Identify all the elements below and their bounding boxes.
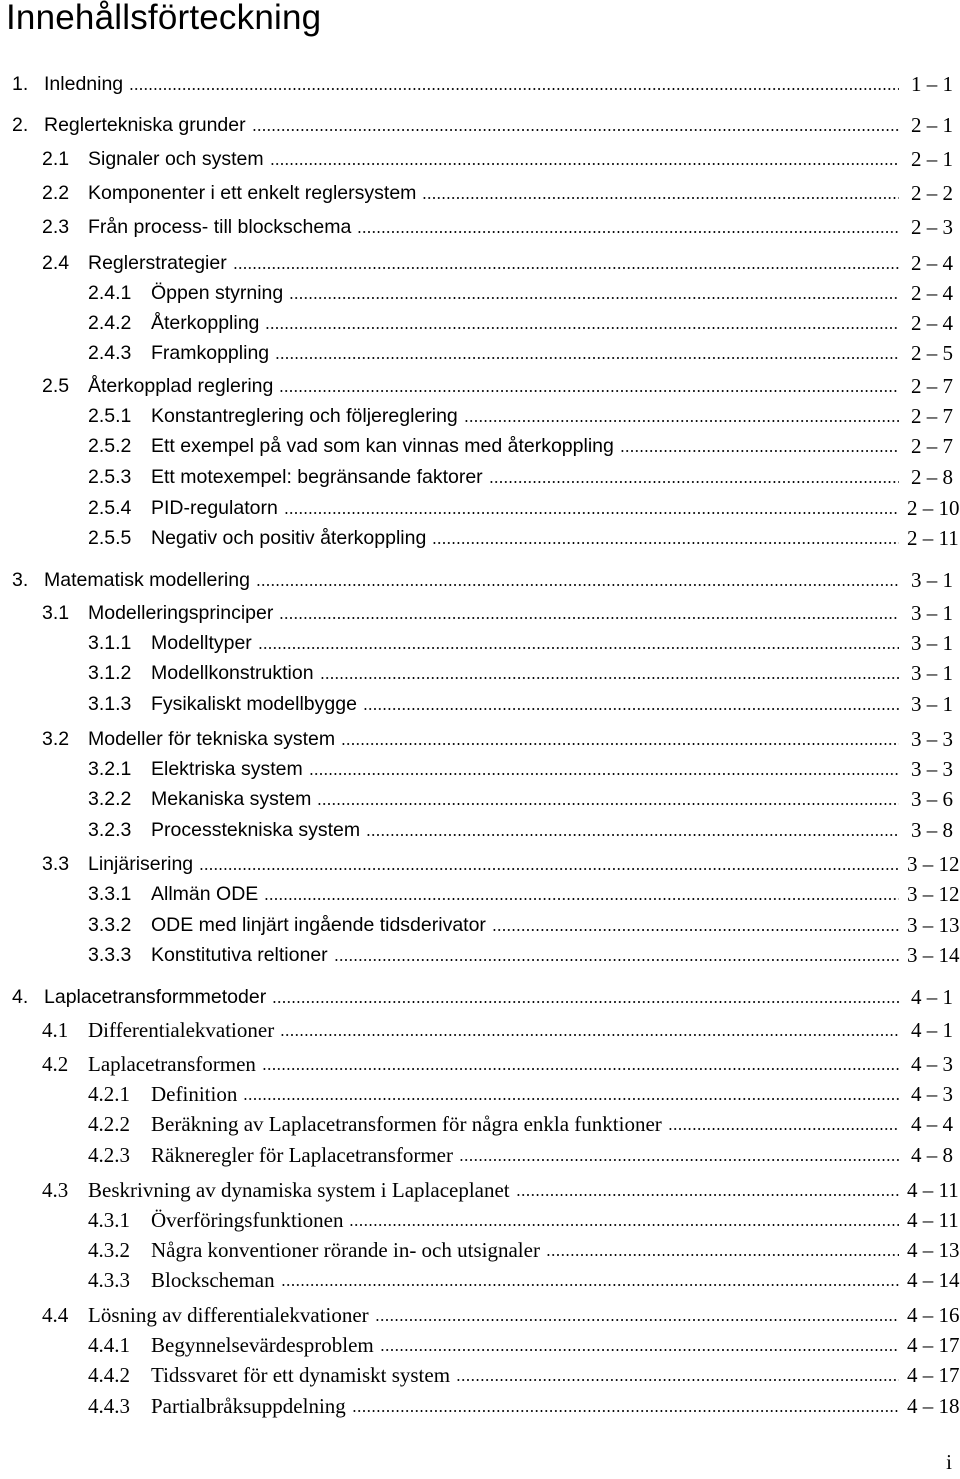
toc-entry[interactable] bbox=[0, 852, 960, 876]
toc-entry-title: Signaler och system bbox=[88, 148, 264, 170]
toc-entry-title: Ett motexempel: begränsande faktorer bbox=[151, 466, 483, 488]
toc-entry-title: Elektriska system bbox=[151, 758, 303, 780]
toc-entry-title: Laplacetransformmetoder bbox=[44, 986, 267, 1008]
toc-entry-number: 2.1 bbox=[42, 148, 70, 170]
toc-entry-number: 2.4 bbox=[42, 252, 70, 274]
toc-entry-number: 4.3.2 bbox=[88, 1238, 130, 1262]
toc-entry-title: Konstitutiva reltioner bbox=[151, 944, 328, 966]
toc-entry[interactable] bbox=[0, 1238, 960, 1262]
toc-dot-leader bbox=[349, 1208, 899, 1232]
toc-entry-number: 4.2.1 bbox=[88, 1082, 130, 1106]
toc-entry-number: 2.5.2 bbox=[88, 435, 132, 457]
toc-entry-number: 4.2 bbox=[42, 1052, 69, 1076]
toc-entry-number: 4.3.1 bbox=[88, 1208, 130, 1232]
toc-entry-number: 3.1.1 bbox=[88, 632, 132, 654]
toc-entry-page: 4 – 8 bbox=[911, 1143, 953, 1167]
page-title: Innehållsförteckning bbox=[6, 0, 322, 37]
toc-entry[interactable] bbox=[0, 251, 960, 275]
toc-dot-leader bbox=[492, 913, 899, 937]
toc-entry-page: 4 – 4 bbox=[911, 1112, 953, 1136]
toc-entry-title: Mekaniska system bbox=[151, 788, 312, 810]
toc-entry-number: 4.2.2 bbox=[88, 1112, 130, 1136]
toc-entry-title: Inledning bbox=[44, 73, 124, 95]
toc-entry-title: Definition bbox=[151, 1082, 238, 1106]
toc-entry-number: 3.3.3 bbox=[88, 944, 132, 966]
toc-entry-page: 4 – 3 bbox=[911, 1052, 953, 1076]
toc-entry-page: 2 – 2 bbox=[911, 181, 953, 205]
toc-entry-number: 3.1.2 bbox=[88, 662, 132, 684]
toc-entry-number: 2.5.3 bbox=[88, 466, 132, 488]
toc-entry-title: Från process- till blockschema bbox=[88, 216, 352, 238]
toc-entry[interactable] bbox=[0, 727, 960, 751]
toc-entry-page: 3 – 8 bbox=[911, 818, 953, 842]
toc-entry-number: 2.5.4 bbox=[88, 497, 132, 519]
toc-entry-title: Ett exempel på vad som kan vinnas med återkoppling bbox=[151, 435, 614, 457]
toc-entry[interactable] bbox=[0, 882, 960, 906]
toc-entry-title: Några konventioner rörande in- och utsignaler bbox=[151, 1238, 540, 1262]
toc-dot-leader bbox=[620, 434, 899, 458]
toc-entry-page: 3 – 3 bbox=[911, 727, 953, 751]
toc-entry-page: 2 – 5 bbox=[911, 341, 953, 365]
toc-entry-title: Beräkning av Laplacetransformen för några enkla funktioner bbox=[151, 1112, 662, 1136]
toc-entry[interactable] bbox=[0, 311, 960, 335]
toc-dot-leader bbox=[317, 787, 899, 811]
toc-entry-title: Allmän ODE bbox=[151, 883, 259, 905]
toc-entry[interactable] bbox=[0, 757, 960, 781]
toc-entry[interactable] bbox=[0, 692, 960, 716]
toc-entry-title: Reglerstrategier bbox=[88, 252, 227, 274]
toc-entry-page: 4 – 16 bbox=[907, 1303, 960, 1327]
toc-entry-page: 2 – 3 bbox=[911, 215, 953, 239]
toc-entry-title: Begynnelsevärdesproblem bbox=[151, 1333, 374, 1357]
toc-entry-page: 2 – 4 bbox=[911, 311, 953, 335]
toc-entry-number: 4.4.3 bbox=[88, 1394, 130, 1418]
toc-entry[interactable] bbox=[0, 1178, 960, 1202]
toc-entry-page: 2 – 4 bbox=[911, 251, 953, 275]
toc-entry-number: 3.2 bbox=[42, 728, 70, 750]
toc-entry-page: 4 – 1 bbox=[911, 985, 953, 1009]
toc-dot-leader bbox=[363, 692, 899, 716]
toc-dot-leader bbox=[264, 882, 899, 906]
toc-entry-page: 3 – 13 bbox=[907, 913, 960, 937]
toc-dot-leader bbox=[432, 526, 899, 550]
toc-entry-title: Återkopplad reglering bbox=[88, 375, 274, 397]
toc-entry[interactable] bbox=[0, 496, 960, 520]
toc-entry-title: Matematisk modellering bbox=[44, 569, 250, 591]
toc-entry-page: 3 – 12 bbox=[907, 882, 960, 906]
toc-entry-number: 4.1 bbox=[42, 1018, 69, 1042]
toc-entry-title: ODE med linjärt ingående tidsderivator bbox=[151, 914, 486, 936]
toc-dot-leader bbox=[357, 215, 899, 239]
toc-entry[interactable] bbox=[0, 404, 960, 428]
toc-entry-page: 4 – 14 bbox=[907, 1268, 960, 1292]
toc-entry-number: 2.5 bbox=[42, 375, 70, 397]
toc-dot-leader bbox=[352, 1394, 899, 1418]
toc-entry-page: 3 – 1 bbox=[911, 601, 953, 625]
toc-entry-title: Differentialekvationer bbox=[88, 1018, 275, 1042]
toc-dot-leader bbox=[320, 661, 899, 685]
toc-entry-page: 2 – 1 bbox=[911, 147, 953, 171]
toc-entry-number: 4. bbox=[12, 986, 29, 1008]
toc-dot-leader bbox=[456, 1363, 899, 1387]
page-number: i bbox=[946, 1450, 952, 1474]
toc-entry[interactable] bbox=[0, 72, 960, 96]
toc-dot-leader bbox=[262, 1052, 899, 1076]
toc-entry-number: 3.3.2 bbox=[88, 914, 132, 936]
toc-entry[interactable] bbox=[0, 818, 960, 842]
toc-dot-leader bbox=[279, 601, 899, 625]
toc-entry-page: 1 – 1 bbox=[911, 72, 953, 96]
toc-entry-number: 4.4 bbox=[42, 1303, 69, 1327]
toc-entry[interactable] bbox=[0, 341, 960, 365]
toc-entry-page: 2 – 8 bbox=[911, 465, 953, 489]
toc-dot-leader bbox=[258, 631, 899, 655]
toc-entry-page: 3 – 12 bbox=[907, 852, 960, 876]
toc-entry-page: 3 – 1 bbox=[911, 568, 953, 592]
toc-entry[interactable] bbox=[0, 1363, 960, 1387]
toc-dot-leader bbox=[256, 568, 899, 592]
toc-dot-leader bbox=[272, 985, 899, 1009]
toc-entry[interactable] bbox=[0, 787, 960, 811]
toc-entry-page: 3 – 14 bbox=[907, 943, 960, 967]
toc-entry-page: 3 – 6 bbox=[911, 787, 953, 811]
toc-dot-leader bbox=[129, 72, 899, 96]
toc-entry[interactable] bbox=[0, 281, 960, 305]
toc-entry-number: 3.1 bbox=[42, 602, 70, 624]
toc-dot-leader bbox=[489, 465, 899, 489]
toc-entry-title: Partialbråksuppdelning bbox=[151, 1394, 346, 1418]
toc-entry-number: 4.2.3 bbox=[88, 1143, 130, 1167]
toc-dot-leader bbox=[279, 374, 899, 398]
toc-entry-page: 4 – 11 bbox=[907, 1208, 959, 1232]
toc-dot-leader bbox=[380, 1333, 899, 1357]
toc-entry[interactable] bbox=[0, 568, 960, 592]
toc-dot-leader bbox=[199, 852, 899, 876]
toc-dot-leader bbox=[243, 1082, 899, 1106]
toc-entry-page: 2 – 11 bbox=[907, 526, 959, 550]
toc-entry-page: 4 – 17 bbox=[907, 1363, 960, 1387]
toc-entry[interactable] bbox=[0, 631, 960, 655]
toc-entry-title: Framkoppling bbox=[151, 342, 270, 364]
toc-dot-leader bbox=[281, 1268, 899, 1292]
toc-entry-number: 2.5.1 bbox=[88, 405, 132, 427]
toc-dot-leader bbox=[284, 496, 899, 520]
toc-entry-title: Återkoppling bbox=[151, 312, 260, 334]
toc-entry-number: 2.5.5 bbox=[88, 527, 132, 549]
toc-entry[interactable] bbox=[0, 1018, 960, 1042]
toc-dot-leader bbox=[422, 181, 899, 205]
toc-entry[interactable] bbox=[0, 215, 960, 239]
toc-entry-title: Komponenter i ett enkelt reglersystem bbox=[88, 182, 417, 204]
toc-entry[interactable] bbox=[0, 985, 960, 1009]
toc-entry-page: 2 – 7 bbox=[911, 434, 953, 458]
toc-entry-number: 2.3 bbox=[42, 216, 70, 238]
toc-entry[interactable] bbox=[0, 465, 960, 489]
toc-entry[interactable] bbox=[0, 943, 960, 967]
toc-entry-title: PID-regulatorn bbox=[151, 497, 278, 519]
toc-entry-title: Modellkonstruktion bbox=[151, 662, 314, 684]
toc-entry-page: 2 – 10 bbox=[907, 496, 960, 520]
toc-dot-leader bbox=[459, 1143, 899, 1167]
toc-entry-title: Blockscheman bbox=[151, 1268, 275, 1292]
toc-entry-title: Räkneregler för Laplacetransformer bbox=[151, 1143, 453, 1167]
toc-entry[interactable] bbox=[0, 1082, 960, 1106]
toc-dot-leader bbox=[546, 1238, 899, 1262]
toc-dot-leader bbox=[280, 1018, 899, 1042]
toc-entry-page: 4 – 13 bbox=[907, 1238, 960, 1262]
toc-entry-page: 3 – 1 bbox=[911, 692, 953, 716]
toc-entry-title: Lösning av differentialekvationer bbox=[88, 1303, 369, 1327]
toc-entry[interactable] bbox=[0, 1143, 960, 1167]
toc-entry-number: 2.4.3 bbox=[88, 342, 132, 364]
toc-entry[interactable] bbox=[0, 147, 960, 171]
toc-entry-page: 2 – 4 bbox=[911, 281, 953, 305]
toc-entry-number: 4.3 bbox=[42, 1178, 69, 1202]
toc-dot-leader bbox=[375, 1303, 899, 1327]
toc-entry[interactable] bbox=[0, 1268, 960, 1292]
toc-entry-title: Beskrivning av dynamiska system i Laplaceplanet bbox=[88, 1178, 510, 1202]
toc-entry[interactable] bbox=[0, 434, 960, 458]
toc-entry[interactable] bbox=[0, 1112, 960, 1136]
toc-entry-page: 2 – 7 bbox=[911, 404, 953, 428]
toc-entry-page: 4 – 18 bbox=[907, 1394, 960, 1418]
toc-entry-number: 1. bbox=[12, 73, 29, 95]
toc-entry-page: 3 – 3 bbox=[911, 757, 953, 781]
toc-entry-number: 3.2.3 bbox=[88, 819, 132, 841]
toc-entry-number: 2.2 bbox=[42, 182, 70, 204]
toc-entry[interactable] bbox=[0, 661, 960, 685]
toc-entry-title: Fysikaliskt modellbygge bbox=[151, 693, 357, 715]
toc-entry-number: 3.2.2 bbox=[88, 788, 132, 810]
toc-dot-leader bbox=[265, 311, 899, 335]
toc-entry-number: 2. bbox=[12, 114, 29, 136]
toc-entry-page: 4 – 3 bbox=[911, 1082, 953, 1106]
toc-entry[interactable] bbox=[0, 913, 960, 937]
toc-entry-number: 4.4.1 bbox=[88, 1333, 130, 1357]
toc-entry-title: Modelleringsprinciper bbox=[88, 602, 274, 624]
toc-entry[interactable] bbox=[0, 1052, 960, 1076]
toc-entry[interactable] bbox=[0, 113, 960, 137]
toc-entry[interactable] bbox=[0, 1303, 960, 1327]
toc-entry-number: 2.4.2 bbox=[88, 312, 132, 334]
toc-entry[interactable] bbox=[0, 1394, 960, 1418]
toc-entry-number: 3.3.1 bbox=[88, 883, 132, 905]
toc-entry-number: 3.1.3 bbox=[88, 693, 132, 715]
toc-entry-number: 4.4.2 bbox=[88, 1363, 130, 1387]
toc-dot-leader bbox=[464, 404, 899, 428]
toc-dot-leader bbox=[275, 341, 899, 365]
toc-dot-leader bbox=[252, 113, 899, 137]
toc-entry-title: Modelltyper bbox=[151, 632, 252, 654]
toc-entry-title: Konstantreglering och följereglering bbox=[151, 405, 458, 427]
toc-entry-title: Reglertekniska grunder bbox=[44, 114, 246, 136]
toc-entry-number: 3.2.1 bbox=[88, 758, 132, 780]
toc-entry-page: 2 – 7 bbox=[911, 374, 953, 398]
toc-dot-leader bbox=[366, 818, 899, 842]
toc-entry-page: 2 – 1 bbox=[911, 113, 953, 137]
toc-entry-page: 4 – 11 bbox=[907, 1178, 959, 1202]
toc-entry-title: Modeller för tekniska system bbox=[88, 728, 336, 750]
toc-dot-leader bbox=[289, 281, 899, 305]
toc-dot-leader bbox=[334, 943, 899, 967]
toc-entry[interactable] bbox=[0, 1333, 960, 1357]
toc-entry-title: Tidssvaret för ett dynamiskt system bbox=[151, 1363, 451, 1387]
toc-entry-number: 4.3.3 bbox=[88, 1268, 130, 1292]
toc-entry-title: Laplacetransformen bbox=[88, 1052, 256, 1076]
toc-entry-title: Linjärisering bbox=[88, 853, 194, 875]
toc-entry[interactable] bbox=[0, 1208, 960, 1232]
toc-entry-number: 3.3 bbox=[42, 853, 70, 875]
toc-dot-leader bbox=[668, 1112, 899, 1136]
toc-entry-page: 4 – 17 bbox=[907, 1333, 960, 1357]
toc-entry[interactable] bbox=[0, 601, 960, 625]
toc-entry-title: Överföringsfunktionen bbox=[151, 1208, 344, 1232]
toc-entry-title: Processtekniska system bbox=[151, 819, 361, 841]
toc-entry-number: 3. bbox=[12, 569, 29, 591]
toc-entry-page: 3 – 1 bbox=[911, 631, 953, 655]
toc-entry[interactable] bbox=[0, 374, 960, 398]
toc-dot-leader bbox=[270, 147, 899, 171]
toc-dot-leader bbox=[516, 1178, 899, 1202]
toc-entry[interactable] bbox=[0, 181, 960, 205]
toc-dot-leader bbox=[233, 251, 899, 275]
toc-entry-title: Negativ och positiv återkoppling bbox=[151, 527, 427, 549]
toc-dot-leader bbox=[309, 757, 899, 781]
toc-entry-title: Öppen styrning bbox=[151, 282, 284, 304]
toc-entry-number: 2.4.1 bbox=[88, 282, 132, 304]
toc-dot-leader bbox=[341, 727, 899, 751]
toc-entry[interactable] bbox=[0, 526, 960, 550]
toc-entry-page: 4 – 1 bbox=[911, 1018, 953, 1042]
toc-entry-page: 3 – 1 bbox=[911, 661, 953, 685]
